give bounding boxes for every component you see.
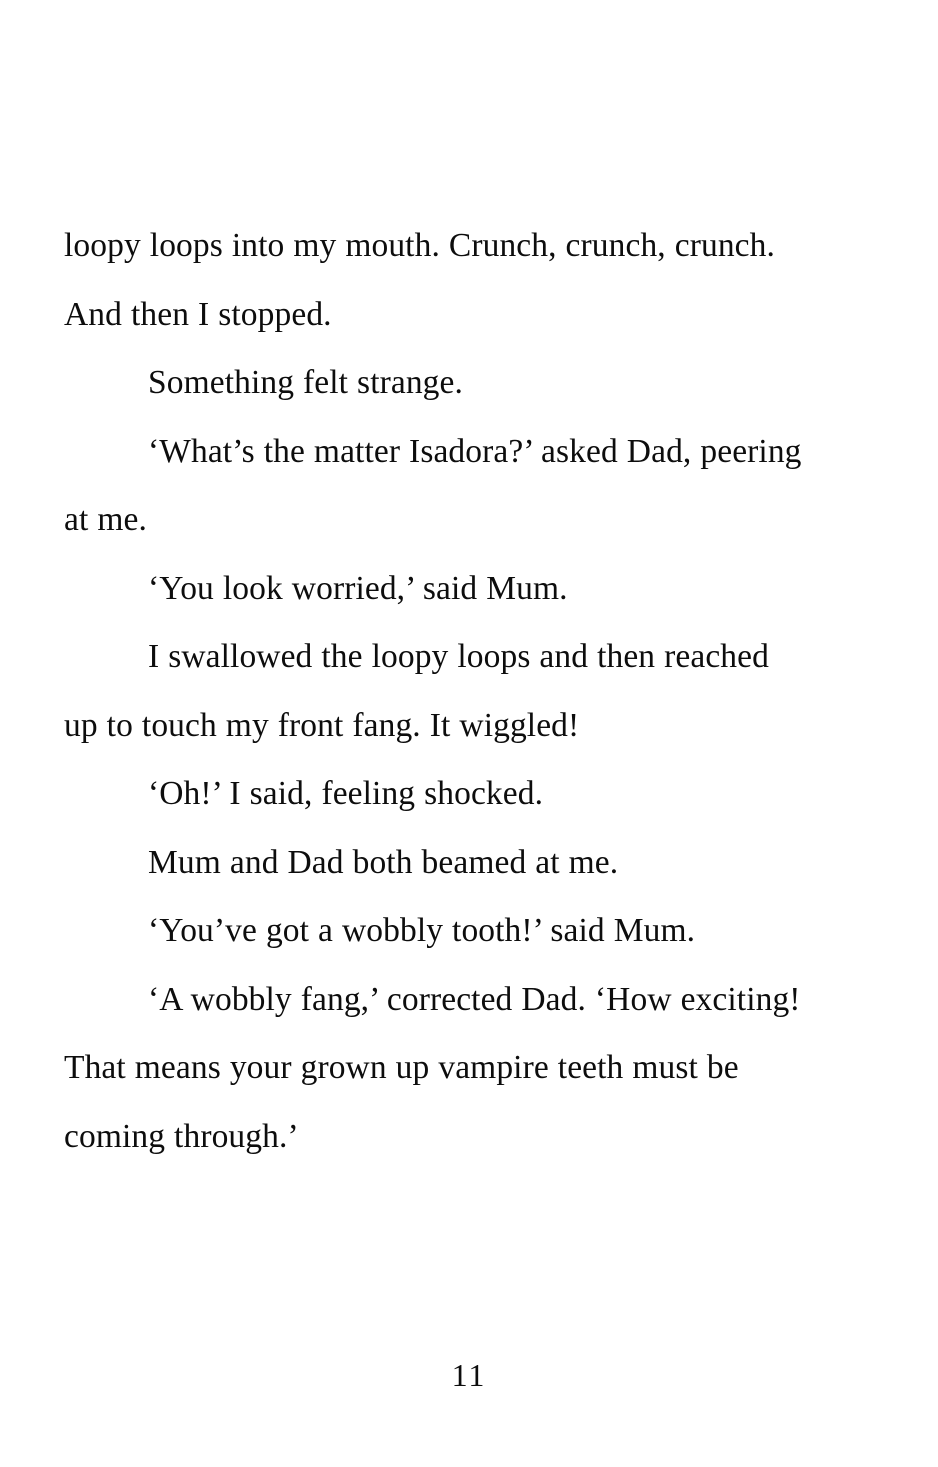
paragraph: ‘You’ve got a wobbly tooth!’ said Mum. <box>148 912 696 949</box>
paragraph: I swallowed the loopy loops and then reached up to touch my front fang. It wiggled! <box>64 638 778 744</box>
paragraph: ‘Oh!’ I said, feeling shocked. <box>148 775 544 812</box>
paragraph: Something felt strange. <box>148 364 463 401</box>
paragraph: ‘What’s the matter Isadora?’ asked Dad, peering at me. <box>64 432 811 538</box>
paragraph: ‘A wobbly fang,’ corrected Dad. ‘How exciting! That means your grown up vampire teeth must be coming through.’ <box>64 980 809 1155</box>
paragraph: loopy loops into my mouth. Crunch, crunch, crunch. And then I stopped. <box>64 227 783 333</box>
paragraph: Mum and Dad both beamed at me. <box>148 843 619 881</box>
page-body-text <box>64 212 811 1171</box>
page-number: 11 <box>451 1357 487 1393</box>
paragraph: ‘You look worried,’ said Mum. <box>148 569 568 607</box>
